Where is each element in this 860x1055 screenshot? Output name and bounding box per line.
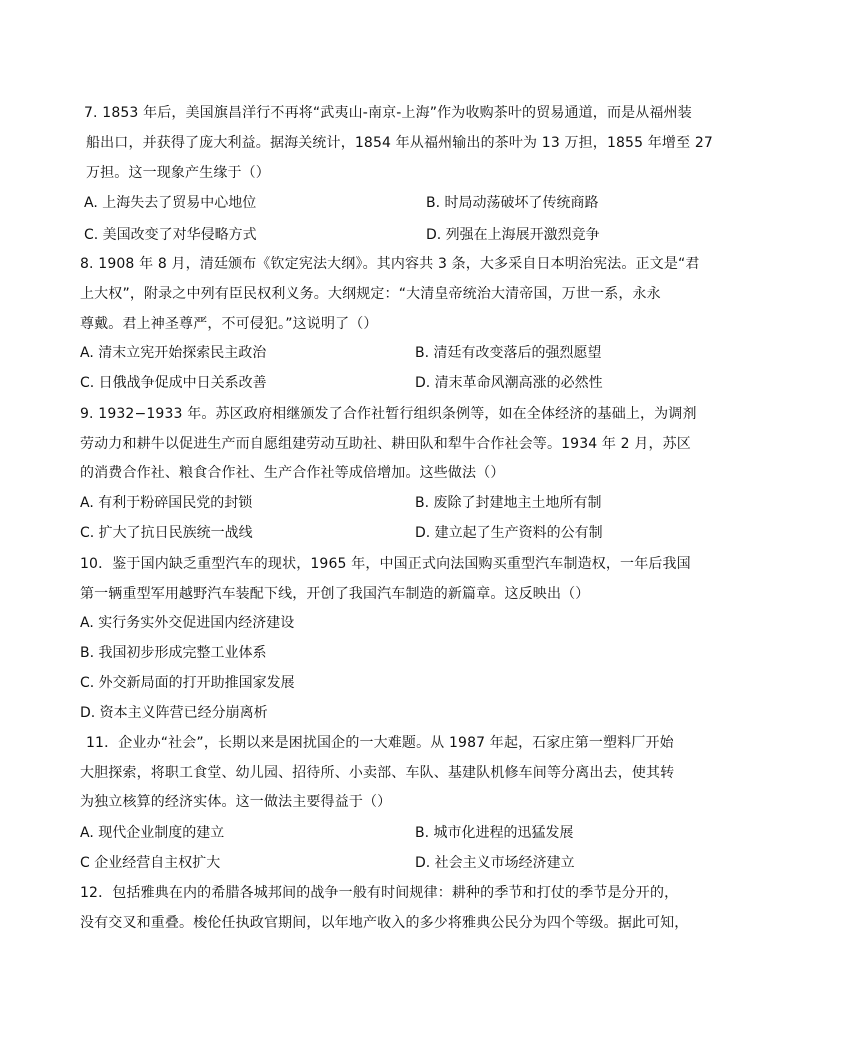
- question-7-option-a[interactable]: A. 上海失去了贸易中心地位: [84, 195, 257, 211]
- question-9-option-d[interactable]: D. 建立起了生产资料的公有制: [415, 525, 603, 541]
- question-11-option-c[interactable]: C 企业经营自主权扩大: [80, 855, 221, 871]
- question-8-stem-line-2: 上大权”，附录之中列有臣民权利义务。大纲规定：“大清皇帝统治大清帝国，万世一系，永永: [80, 286, 661, 302]
- question-11-option-b[interactable]: B. 城市化进程的迅猛发展: [415, 825, 574, 841]
- question-11-stem-line-3: 为独立核算的经济实体。这一做法主要得益于（）: [80, 794, 392, 810]
- question-8-option-b[interactable]: B. 清廷有改变落后的强烈愿望: [415, 345, 602, 361]
- question-8-option-c[interactable]: C. 日俄战争促成中日关系改善: [80, 375, 267, 391]
- question-7-stem-line-3: 万担。这一现象产生缘于（）: [86, 165, 270, 181]
- question-9-option-a[interactable]: A. 有利于粉碎国民党的封锁: [80, 495, 253, 511]
- question-7-option-c[interactable]: C. 美国改变了对华侵略方式: [84, 227, 257, 243]
- question-11-stem-line-2: 大胆探索，将职工食堂、幼儿园、招待所、小卖部、车队、基建队机修车间等分离出去，使其转: [80, 765, 675, 781]
- question-9-option-b[interactable]: B. 废除了封建地主土地所有制: [415, 495, 602, 511]
- question-9-stem-line-2: 劳动力和耕牛以促进生产而自愿组建劳动互助社、耕田队和犁牛合作社会等。1934 年 2 月，苏区: [80, 436, 691, 452]
- question-10-option-a[interactable]: A. 实行务实外交促进国内经济建设: [80, 615, 295, 631]
- question-11-option-d[interactable]: D. 社会主义市场经济建立: [415, 855, 575, 871]
- question-8-stem-line-3: 尊戴。君上神圣尊严，不可侵犯。”这说明了（）: [80, 316, 378, 332]
- question-9-stem-line-1: 9. 1932−1933 年。苏区政府相继颁发了合作社暂行组织条例等，如在全体经济的基础上，为调剂: [80, 406, 697, 422]
- question-8-stem-line-1: 8. 1908 年 8 月，清廷颁布《钦定宪法大纲》。其内容共 3 条，大多采自日本明治宪法。正文是“君: [80, 256, 700, 272]
- question-11-option-a[interactable]: A. 现代企业制度的建立: [80, 825, 225, 841]
- question-10-option-b[interactable]: B. 我国初步形成完整工业体系: [80, 645, 267, 661]
- question-7-stem-line-2: 船出口，并获得了庞大利益。据海关统计，1854 年从福州输出的茶叶为 13 万担，1855 年增至 27: [86, 135, 713, 151]
- question-10-stem-line-1: 10．鉴于国内缺乏重型汽车的现状，1965 年，中国正式向法国购买重型汽车制造权，一年后我国: [80, 556, 691, 572]
- question-8-option-d[interactable]: D. 清末革命风潮高涨的必然性: [415, 375, 603, 391]
- question-7-option-b[interactable]: B. 时局动荡破坏了传统商路: [426, 195, 599, 211]
- question-11-stem-line-1: 11．企业办“社会”，长期以来是困扰国企的一大难题。从 1987 年起，石家庄第一塑料厂开始: [86, 735, 674, 751]
- question-10-option-c[interactable]: C. 外交新局面的打开助推国家发展: [80, 675, 295, 691]
- question-7-option-d[interactable]: D. 列强在上海展开激烈竞争: [426, 227, 600, 243]
- question-12-stem-line-2: 没有交叉和重叠。梭伦任执政官期间，以年地产收入的多少将雅典公民分为四个等级。据此可知，: [80, 915, 689, 931]
- question-8-option-a[interactable]: A. 清末立宪开始探索民主政治: [80, 345, 267, 361]
- question-9-stem-line-3: 的消费合作社、粮食合作社、生产合作社等成倍增加。这些做法（）: [80, 465, 505, 481]
- question-10-option-d[interactable]: D. 资本主义阵营已经分崩离析: [80, 705, 268, 721]
- question-9-option-c[interactable]: C. 扩大了抗日民族统一战线: [80, 525, 253, 541]
- question-7-stem-line-1: 7. 1853 年后，美国旗昌洋行不再将“武夷山-南京-上海”作为收购茶叶的贸易通道，而是从福州装: [84, 105, 692, 121]
- question-10-stem-line-2: 第一辆重型军用越野汽车装配下线，开创了我国汽车制造的新篇章。这反映出（）: [80, 586, 590, 602]
- question-12-stem-line-1: 12．包括雅典在内的希腊各城邦间的战争一般有时间规律：耕种的季节和打仗的季节是分开的，: [80, 885, 679, 901]
